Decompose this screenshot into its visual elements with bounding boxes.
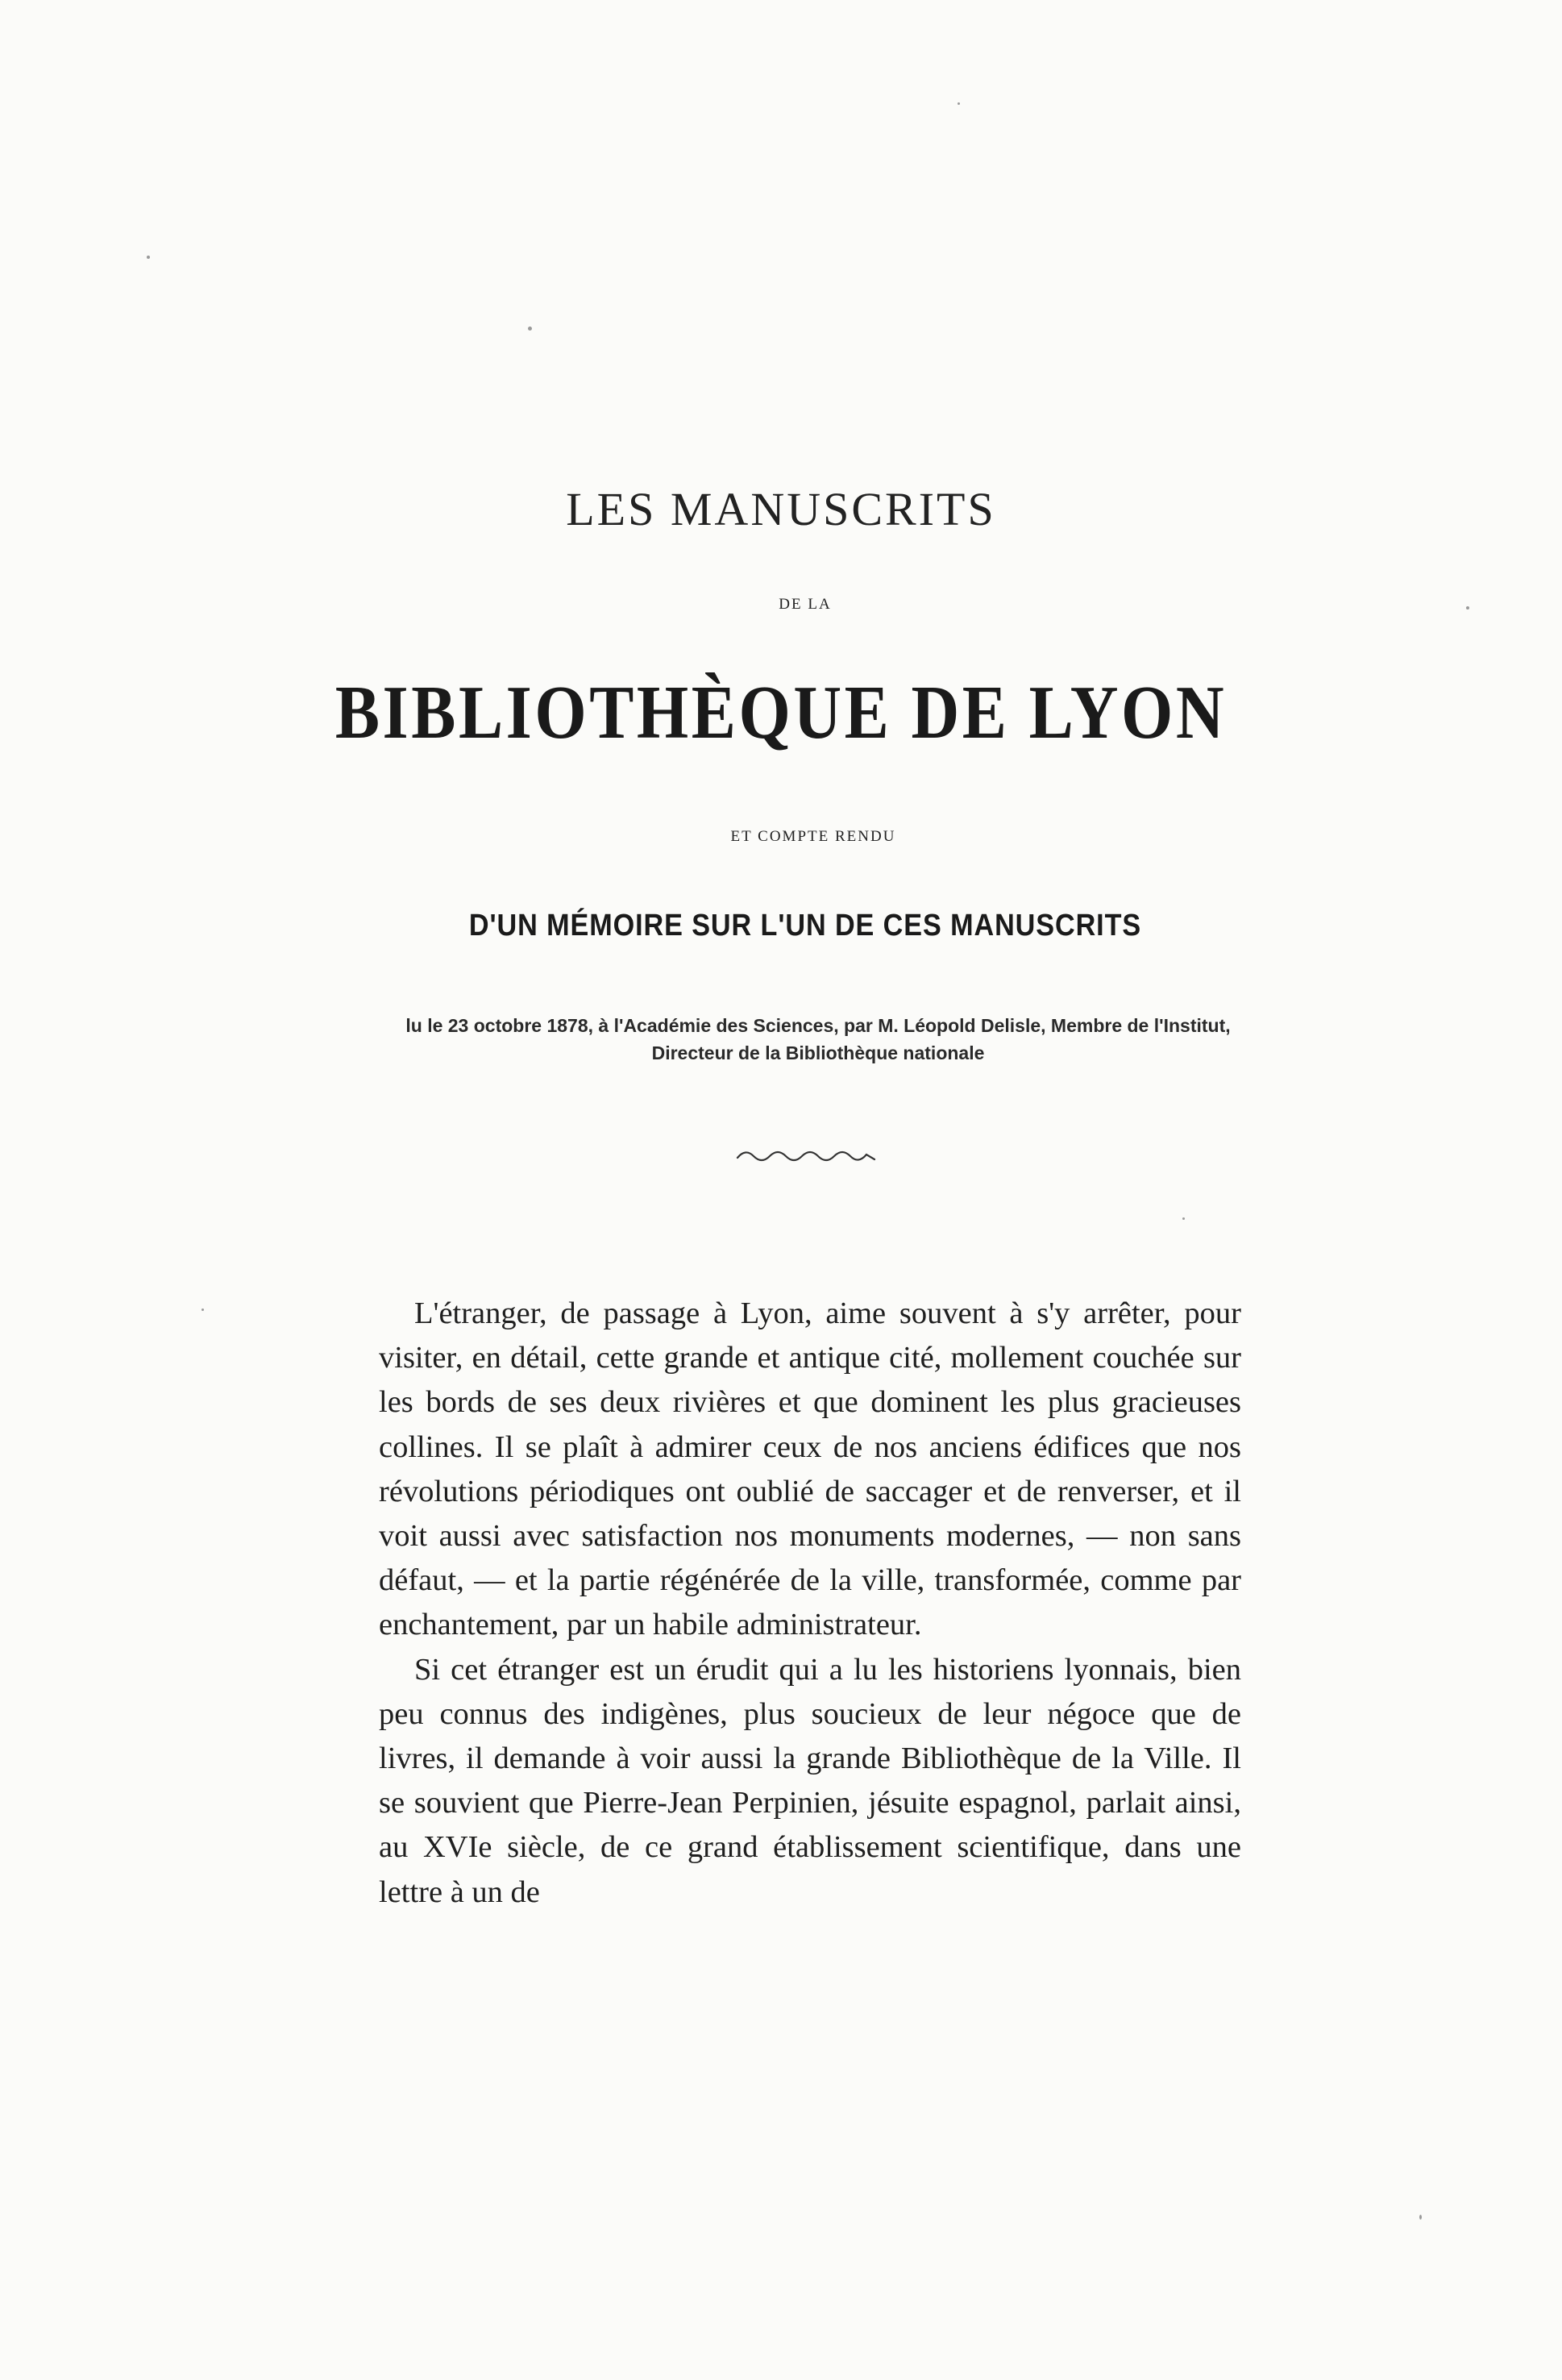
paragraph-1: L'étranger, de passage à Lyon, aime souvent à s'y arrêter, pour visiter, en détail, cette grande et antique cité, mollement couchée sur les bords de ses deux rivières et que dominent les plus gracieuses collines. Il se plaît à admirer ceux de nos anciens édifices que nos révolutions périodiques ont oublié de saccager et de renverser, et il voit aussi avec satisfaction nos monuments modernes, — non sans défaut, — et la partie régénérée de la ville, transformée, comme par enchantement, par un habile administrateur.	[379, 1296, 1241, 1642]
paper-speck	[147, 256, 150, 259]
paper-speck	[1466, 606, 1469, 610]
title-line-1: LES MANUSCRITS	[566, 483, 996, 535]
title-connector-de-la: DE LA	[779, 596, 832, 613]
paper-speck	[1182, 1217, 1185, 1220]
title-main: BIBLIOTHÈQUE DE LYON	[334, 671, 1228, 755]
paragraph-2: Si cet étranger est un érudit qui a lu les historiens lyonnais, bien peu connus des indigènes, plus soucieux de leur négoce que de livres, il demande à voir aussi la grande Bibliothèque de la Ville. Il se souvient que Pierre-Jean Perpinien, jésuite espagnol, parlait ainsi, au XVIe siècle, de ce grand établissement scientifique, dans une lettre à un de	[379, 1652, 1241, 1909]
paper-speck	[958, 102, 960, 105]
subtitle-read-note: lu le 23 octobre 1878, à l'Académie des Sciences, par M. Léopold Delisle, Membre de l'Institut, Directeur de la Bibliothèque nationale	[405, 1015, 1231, 1063]
wavy-line-ornament-icon	[733, 1143, 879, 1167]
body-text	[379, 1292, 1241, 1915]
title-line-3: D'UN MÉMOIRE SUR L'UN DE CES MANUSCRITS	[468, 909, 1142, 942]
paper-speck	[1419, 2215, 1422, 2220]
paper-speck	[528, 327, 532, 331]
paper-speck	[201, 1309, 204, 1311]
title-connector-compte-rendu: ET COMPTE RENDU	[730, 828, 896, 845]
